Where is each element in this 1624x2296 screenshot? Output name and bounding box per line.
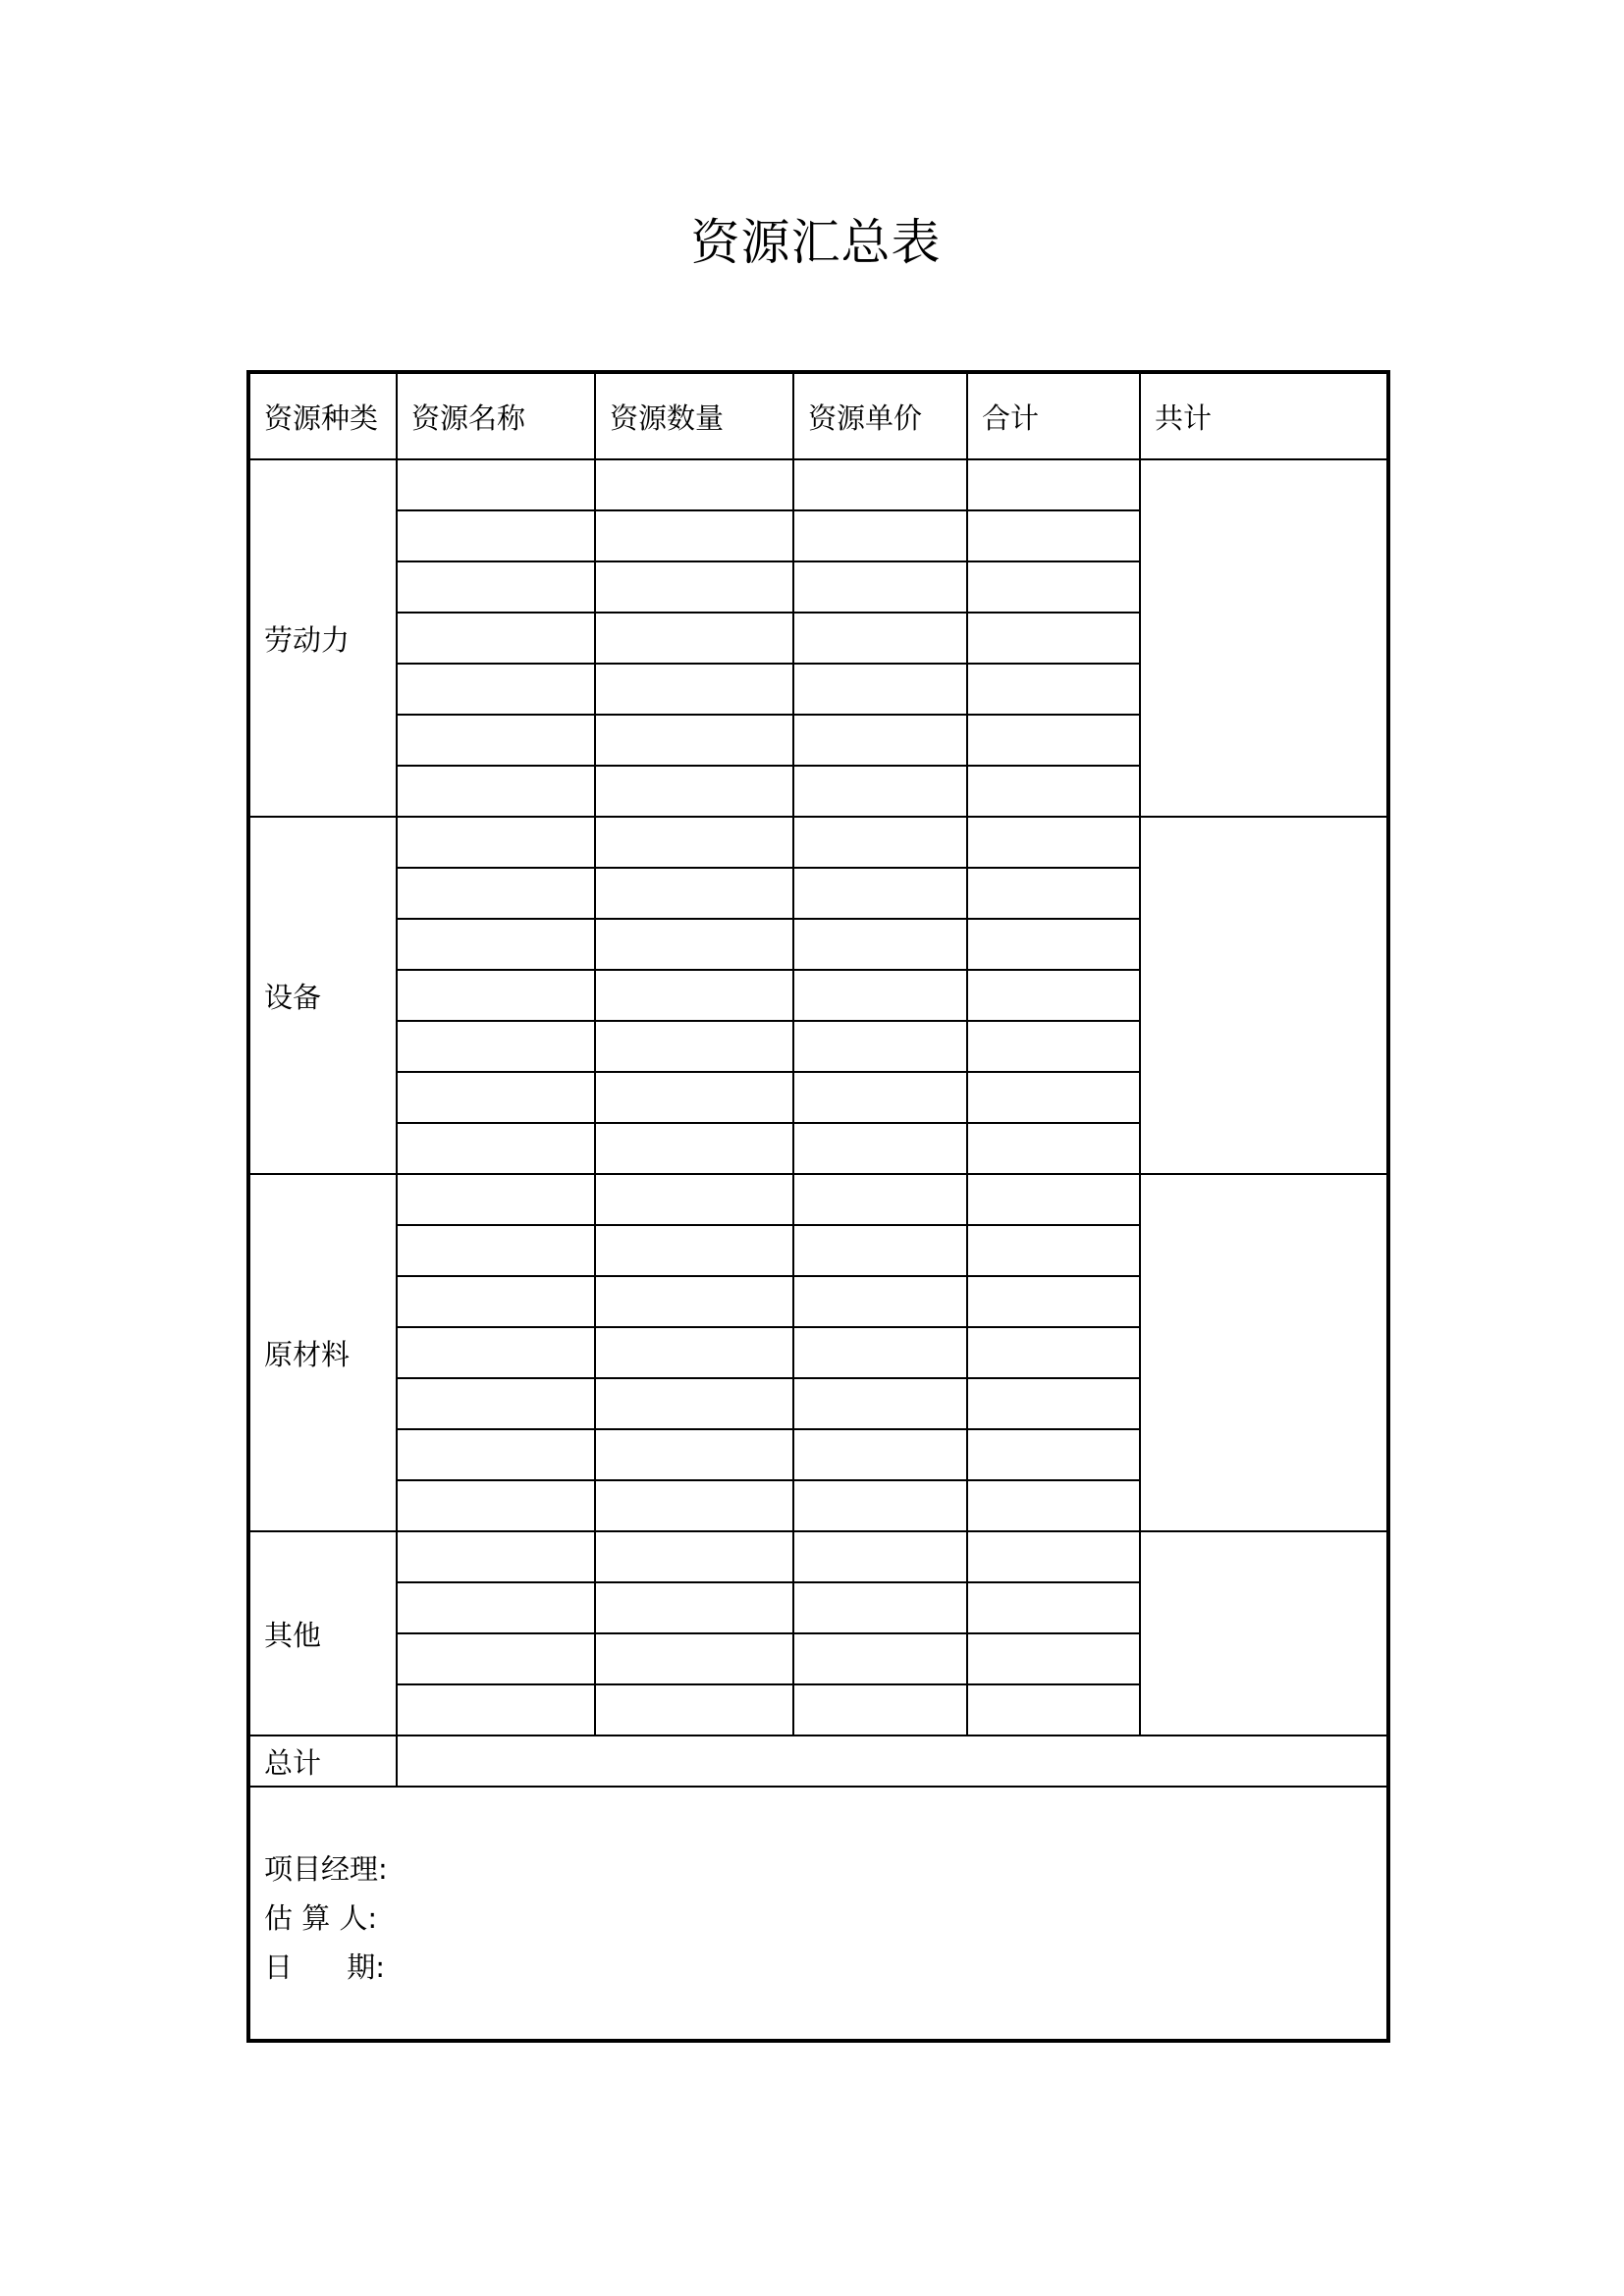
resource-quantity-cell[interactable] (595, 1378, 793, 1429)
resource-name-cell[interactable] (397, 817, 595, 868)
page-title: 资源汇总表 (690, 214, 942, 271)
resource-summary-table (246, 370, 1390, 2043)
subtotal-cell[interactable] (967, 1633, 1140, 1684)
resource-name-cell[interactable] (397, 868, 595, 919)
resource-name-cell[interactable] (397, 1582, 595, 1633)
resource-unit-price-cell[interactable] (793, 664, 967, 715)
subtotal-cell[interactable] (967, 1174, 1140, 1225)
subtotal-cell[interactable] (967, 1684, 1140, 1735)
resource-name-cell[interactable] (397, 664, 595, 715)
resource-quantity-cell[interactable] (595, 970, 793, 1021)
subtotal-cell[interactable] (967, 919, 1140, 970)
resource-unit-price-cell[interactable] (793, 766, 967, 817)
resource-name-cell[interactable] (397, 613, 595, 664)
resource-unit-price-cell[interactable] (793, 613, 967, 664)
resource-name-cell[interactable] (397, 1684, 595, 1735)
header-resource-quantity: 资源数量 (595, 372, 793, 459)
resource-unit-price-cell[interactable] (793, 1531, 967, 1582)
resource-unit-price-cell[interactable] (793, 1582, 967, 1633)
resource-quantity-cell[interactable] (595, 1480, 793, 1531)
resource-quantity-cell[interactable] (595, 561, 793, 613)
subtotal-cell[interactable] (967, 459, 1140, 510)
resource-unit-price-cell[interactable] (793, 1684, 967, 1735)
resource-name-cell[interactable] (397, 1480, 595, 1531)
estimator-label: 估 算 人: (264, 1901, 378, 1935)
category-total-cell[interactable] (1140, 817, 1388, 1174)
resource-unit-price-cell[interactable] (793, 1072, 967, 1123)
header-subtotal: 合计 (967, 372, 1140, 459)
resource-name-cell[interactable] (397, 459, 595, 510)
subtotal-cell[interactable] (967, 1378, 1140, 1429)
resource-name-cell[interactable] (397, 510, 595, 561)
resource-quantity-cell[interactable] (595, 1276, 793, 1327)
category-label: 设备 (248, 817, 397, 1174)
resource-quantity-cell[interactable] (595, 817, 793, 868)
resource-quantity-cell[interactable] (595, 1582, 793, 1633)
header-resource-name: 资源名称 (397, 372, 595, 459)
resource-unit-price-cell[interactable] (793, 868, 967, 919)
resource-quantity-cell[interactable] (595, 1072, 793, 1123)
category-total-cell[interactable] (1140, 1174, 1388, 1531)
table-row (248, 817, 1388, 868)
resource-unit-price-cell[interactable] (793, 1633, 967, 1684)
resource-unit-price-cell[interactable] (793, 1123, 967, 1174)
signature-block (248, 1787, 1388, 2041)
resource-quantity-cell[interactable] (595, 1633, 793, 1684)
resource-name-cell[interactable] (397, 561, 595, 613)
category-label: 原材料 (248, 1174, 397, 1531)
resource-quantity-cell[interactable] (595, 1123, 793, 1174)
resource-name-cell[interactable] (397, 1327, 595, 1378)
subtotal-cell[interactable] (967, 1327, 1140, 1378)
resource-quantity-cell[interactable] (595, 664, 793, 715)
resource-name-cell[interactable] (397, 919, 595, 970)
subtotal-cell[interactable] (967, 561, 1140, 613)
table-row (248, 1174, 1388, 1225)
total-row (248, 1735, 1388, 1787)
resource-quantity-cell[interactable] (595, 1174, 793, 1225)
category-total-cell[interactable] (1140, 459, 1388, 817)
resource-name-cell[interactable] (397, 1378, 595, 1429)
subtotal-cell[interactable] (967, 817, 1140, 868)
resource-quantity-cell[interactable] (595, 1225, 793, 1276)
header-grand-subtotal: 共计 (1140, 372, 1388, 459)
resource-quantity-cell[interactable] (595, 919, 793, 970)
project-manager-label: 项目经理: (264, 1852, 388, 1886)
subtotal-cell[interactable] (967, 1429, 1140, 1480)
resource-unit-price-cell[interactable] (793, 1480, 967, 1531)
resource-quantity-cell[interactable] (595, 868, 793, 919)
subtotal-cell[interactable] (967, 1480, 1140, 1531)
table-row (248, 1531, 1388, 1582)
resource-name-cell[interactable] (397, 1072, 595, 1123)
total-label: 总计 (248, 1735, 397, 1787)
resource-quantity-cell[interactable] (595, 613, 793, 664)
resource-unit-price-cell[interactable] (793, 1021, 967, 1072)
subtotal-cell[interactable] (967, 1276, 1140, 1327)
subtotal-cell[interactable] (967, 1582, 1140, 1633)
header-resource-unit-price: 资源单价 (793, 372, 967, 459)
resource-unit-price-cell[interactable] (793, 561, 967, 613)
resource-unit-price-cell[interactable] (793, 1327, 967, 1378)
subtotal-cell[interactable] (967, 1123, 1140, 1174)
resource-name-cell[interactable] (397, 970, 595, 1021)
resource-name-cell[interactable] (397, 715, 595, 766)
resource-unit-price-cell[interactable] (793, 1225, 967, 1276)
resource-unit-price-cell[interactable] (793, 817, 967, 868)
resource-name-cell[interactable] (397, 1531, 595, 1582)
subtotal-cell[interactable] (967, 510, 1140, 561)
subtotal-cell[interactable] (967, 766, 1140, 817)
resource-unit-price-cell[interactable] (793, 970, 967, 1021)
resource-name-cell[interactable] (397, 766, 595, 817)
resource-quantity-cell[interactable] (595, 1021, 793, 1072)
resource-unit-price-cell[interactable] (793, 1276, 967, 1327)
date-label: 日 期: (264, 1950, 386, 1984)
signature-row (248, 1787, 1388, 2041)
category-label: 其他 (248, 1531, 397, 1735)
resource-name-cell[interactable] (397, 1123, 595, 1174)
subtotal-cell[interactable] (967, 1072, 1140, 1123)
category-label: 劳动力 (248, 459, 397, 817)
subtotal-cell[interactable] (967, 970, 1140, 1021)
header-resource-type: 资源种类 (248, 372, 397, 459)
subtotal-cell[interactable] (967, 868, 1140, 919)
resource-unit-price-cell[interactable] (793, 715, 967, 766)
resource-unit-price-cell[interactable] (793, 1378, 967, 1429)
resource-quantity-cell[interactable] (595, 459, 793, 510)
resource-name-cell[interactable] (397, 1276, 595, 1327)
resource-quantity-cell[interactable] (595, 510, 793, 561)
resource-quantity-cell[interactable] (595, 1531, 793, 1582)
total-value-cell[interactable] (397, 1735, 1388, 1787)
resource-name-cell[interactable] (397, 1225, 595, 1276)
table-row (248, 459, 1388, 510)
resource-unit-price-cell[interactable] (793, 1174, 967, 1225)
subtotal-cell[interactable] (967, 664, 1140, 715)
resource-unit-price-cell[interactable] (793, 510, 967, 561)
header-row (248, 372, 1388, 459)
resource-quantity-cell[interactable] (595, 1429, 793, 1480)
resource-quantity-cell[interactable] (595, 766, 793, 817)
resource-unit-price-cell[interactable] (793, 919, 967, 970)
subtotal-cell[interactable] (967, 715, 1140, 766)
subtotal-cell[interactable] (967, 1531, 1140, 1582)
resource-name-cell[interactable] (397, 1174, 595, 1225)
resource-name-cell[interactable] (397, 1429, 595, 1480)
resource-quantity-cell[interactable] (595, 1327, 793, 1378)
subtotal-cell[interactable] (967, 1021, 1140, 1072)
resource-unit-price-cell[interactable] (793, 1429, 967, 1480)
subtotal-cell[interactable] (967, 613, 1140, 664)
resource-name-cell[interactable] (397, 1021, 595, 1072)
resource-unit-price-cell[interactable] (793, 459, 967, 510)
subtotal-cell[interactable] (967, 1225, 1140, 1276)
category-total-cell[interactable] (1140, 1531, 1388, 1735)
resource-quantity-cell[interactable] (595, 715, 793, 766)
resource-name-cell[interactable] (397, 1633, 595, 1684)
resource-quantity-cell[interactable] (595, 1684, 793, 1735)
